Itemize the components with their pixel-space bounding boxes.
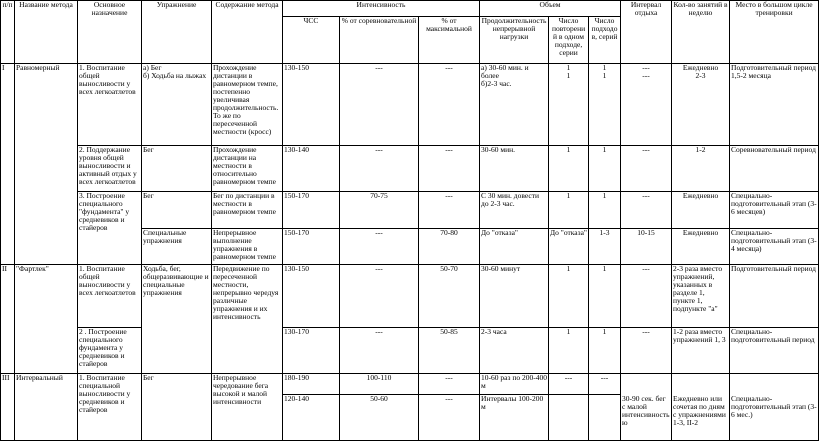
cell-rest [621, 395, 672, 441]
cell-hr [283, 64, 340, 146]
cell-duration [480, 265, 549, 328]
cell-sets-text: 1 1 [602, 63, 607, 80]
cell-reps [549, 64, 589, 146]
cell-sessions-text: Ежедневно [682, 191, 719, 200]
header-cycle-place [730, 1, 819, 64]
cell-duration [480, 64, 549, 146]
cell-num-text: II [2, 264, 7, 273]
cell-hr [283, 229, 340, 265]
cell-pct-comp-text: --- [375, 228, 383, 237]
cell-sets-text: 1 [602, 327, 607, 336]
header-pct-competition-text: % от соревновательной [341, 16, 417, 25]
cell-purpose [78, 328, 142, 374]
header-hr-text: ЧСС [303, 16, 319, 25]
cell-reps [549, 374, 589, 395]
cell-rest-text: 30-90 сек. бег с малой интенсивностью [622, 393, 670, 427]
cell-purpose-text: 3. Построение специального "фундамента" у средневиков и стайеров [79, 191, 130, 232]
cell-reps [549, 192, 589, 229]
cell-pct-comp-text: 100-110 [366, 373, 392, 382]
cell-pct-max [419, 328, 480, 374]
cell-duration [480, 374, 549, 395]
cell-pct-comp-text: --- [375, 264, 383, 273]
cell-exercise [142, 374, 212, 441]
cell-duration-text: а) 30-60 мин. и более б)2-3 час. [481, 63, 529, 88]
cell-sessions [672, 146, 730, 192]
cell-num [1, 265, 15, 374]
cell-rest-text: --- [642, 264, 650, 273]
table-row [1, 374, 819, 395]
cell-content [212, 265, 283, 374]
cell-pct-comp [340, 192, 419, 229]
cell-place [730, 374, 819, 395]
cell-sessions [672, 265, 730, 328]
cell-pct-max [419, 265, 480, 328]
cell-exercise-text: а) Бег б) Ходьба на лыжах [143, 63, 207, 80]
cell-rest-text: --- [642, 327, 650, 336]
header-volume [480, 1, 621, 17]
cell-exercise-text: Бег [143, 373, 154, 382]
cell-reps [549, 395, 589, 441]
cell-purpose [78, 64, 142, 146]
cell-place [730, 64, 819, 146]
cell-pct-max-text: --- [445, 63, 453, 72]
cell-purpose-text: 1. Воспитание общей выносливости у всех легкоатлетов [79, 63, 136, 96]
cell-pct-max [419, 374, 480, 395]
cell-method [15, 64, 78, 265]
cell-pct-comp [340, 265, 419, 328]
header-num-text: п/п [2, 0, 13, 9]
cell-reps [549, 328, 589, 374]
header-method-content [212, 1, 283, 64]
cell-pct-comp [340, 229, 419, 265]
cell-rest [621, 229, 672, 265]
header-cycle-place-text: Место в большом цикле тренировки [735, 0, 813, 17]
header-method-name [15, 1, 78, 64]
cell-content [212, 192, 283, 229]
cell-content [212, 64, 283, 146]
cell-exercise [142, 146, 212, 192]
cell-sets-text: --- [600, 373, 609, 382]
cell-duration-text: До "отказа" [481, 228, 518, 237]
cell-pct-comp [340, 374, 419, 395]
header-main-purpose-text: Основное назначение [91, 0, 128, 17]
cell-place [730, 192, 819, 229]
cell-sets-text: 1-3 [599, 228, 610, 237]
cell-reps-text: 1 [566, 191, 571, 200]
header-pct-max-text: % от максимальной [426, 16, 472, 33]
cell-rest-text: --- --- [642, 63, 650, 80]
cell-duration-text: 2-3 часа [481, 327, 507, 336]
cell-purpose [78, 374, 142, 441]
cell-place-text: Подготовительный период 1,5-2 месяца [731, 63, 816, 80]
cell-pct-max-text: 70-80 [440, 228, 458, 237]
cell-duration [480, 146, 549, 192]
cell-rest [621, 374, 672, 395]
cell-place-text: Специально-подготовительный этап (3-6 мес.) [731, 393, 817, 419]
cell-reps [549, 146, 589, 192]
cell-rest-text: --- [642, 191, 650, 200]
cell-pct-max-text: --- [445, 394, 453, 403]
cell-place [730, 265, 819, 328]
cell-pct-max-text: 50-70 [440, 264, 458, 273]
header-duration-text: Продолжительность непрерывной нагрузки [481, 16, 547, 41]
cell-place-text: Специально-подготовительный этап (3-4 месяца) [731, 228, 817, 253]
cell-content-text: Бег по дистанции в местности в равномерном темпе [213, 191, 277, 216]
cell-sessions-text: 1-2 [695, 145, 706, 154]
cell-exercise [142, 265, 212, 374]
cell-sessions [672, 374, 730, 395]
cell-rest-text: --- [642, 145, 650, 154]
cell-reps-text: До "отказа" [550, 228, 587, 237]
cell-pct-max [419, 64, 480, 146]
cell-pct-max-text: --- [445, 191, 453, 200]
cell-sets [589, 395, 621, 441]
cell-exercise [142, 192, 212, 229]
cell-hr [283, 395, 340, 441]
cell-rest [621, 328, 672, 374]
cell-pct-comp-text: --- [375, 327, 383, 336]
cell-duration [480, 192, 549, 229]
header-main-purpose [78, 1, 142, 64]
cell-reps-text: 1 [566, 264, 571, 273]
cell-sessions-text: Ежедневно [682, 228, 719, 237]
cell-rest [621, 192, 672, 229]
cell-num-text: I [2, 63, 5, 72]
cell-place [730, 146, 819, 192]
cell-content-text: Прохождение дистанции в равномерном темпе, постепенно увеличивая продолжительность. То же по пересеченной местности (кросс) [213, 63, 279, 136]
cell-sets [589, 64, 621, 146]
cell-purpose [78, 265, 142, 328]
cell-purpose-text: 1. Воспитание общей выносливости у всех легкоатлетов [79, 264, 136, 297]
cell-sessions-text: Ежедневно 2-3 [682, 63, 719, 80]
cell-pct-max [419, 146, 480, 192]
cell-sessions-text: 2-3 раза вместо упражнений, указанных в разделе 1, пункте 1, подпункте "а" [673, 264, 723, 313]
cell-pct-max-text: 50-85 [440, 327, 458, 336]
header-duration [480, 17, 549, 64]
cell-hr [283, 146, 340, 192]
cell-rest [621, 64, 672, 146]
cell-pct-max [419, 229, 480, 265]
cell-place [730, 395, 819, 441]
cell-place-text: Подготовительный период [731, 264, 816, 273]
cell-content-text: Передвижение по пересеченной местности, непрерывно чередуя различные упражнения и их интенсивность [213, 264, 279, 321]
cell-hr [283, 374, 340, 395]
cell-duration-text: С 30 мин. довести до 2-3 час. [481, 191, 540, 208]
cell-hr [283, 192, 340, 229]
cell-sessions [672, 328, 730, 374]
cell-sets [589, 374, 621, 395]
cell-sessions [672, 192, 730, 229]
header-sessions [672, 1, 730, 64]
cell-hr-text: 120-140 [284, 394, 309, 403]
header-rest-text: Интервал отдыха [630, 0, 662, 17]
cell-reps-text: --- [564, 373, 573, 382]
cell-purpose [78, 146, 142, 192]
table-row [1, 328, 819, 374]
header-reps [549, 17, 589, 64]
header-num [1, 1, 15, 64]
cell-content-text: Прохождение дистанции на местности в относительно равномерном темпе [213, 145, 277, 186]
table-row [1, 146, 819, 192]
header-rest [621, 1, 672, 64]
cell-reps-text: 1 [566, 145, 571, 154]
cell-sessions-text: 1-2 раза вместо упражнений 1, 3 [673, 327, 726, 344]
cell-exercise-text: Ходьба, бег, общеразвивающие и специальные упражнения [143, 264, 209, 297]
cell-pct-max-text: --- [445, 145, 453, 154]
cell-method-text: Интервальный [16, 373, 63, 382]
header-sets [589, 17, 621, 64]
cell-pct-comp [340, 146, 419, 192]
cell-reps [549, 229, 589, 265]
header-pct-max [419, 17, 480, 64]
header-volume-text: Объем [539, 0, 561, 9]
cell-pct-comp-text: --- [375, 145, 383, 154]
header-hr [283, 17, 340, 64]
cell-purpose-text: 2. Поддержание уровня общей выносливости и активный отдых у всех легкоатлетов [79, 145, 137, 186]
cell-exercise-text: Бег [143, 191, 154, 200]
cell-hr-text: 150-170 [284, 191, 309, 200]
cell-sets-text: 1 [602, 145, 607, 154]
cell-hr-text: 150-170 [284, 228, 309, 237]
cell-exercise-text: Специальные упражнения [143, 228, 187, 245]
cell-method-text: Равномерный [16, 63, 60, 72]
cell-sessions [672, 229, 730, 265]
cell-purpose [78, 192, 142, 265]
cell-content-text: Непрерывное выполнение упражнения в равномерном темпе [213, 228, 277, 261]
cell-sessions-text: Ежедневно или сочетая по дням с упражнениями 1-3, II-2 [673, 393, 726, 427]
cell-duration [480, 229, 549, 265]
cell-num [1, 374, 15, 441]
cell-pct-comp-text: 50-60 [370, 394, 388, 403]
cell-rest [621, 265, 672, 328]
cell-pct-comp [340, 395, 419, 441]
cell-sessions [672, 395, 730, 441]
cell-content-text: Непрерывное чередование бега высокой и малой интенсивности [213, 373, 269, 406]
cell-exercise [142, 229, 212, 265]
cell-place-text: Специально-подготовительный этап (3-6 месяцев) [731, 191, 817, 216]
cell-purpose-text: 2 . Построение специального фундамента у средневиков и стайеров [79, 327, 127, 368]
cell-reps-text: 1 1 [566, 63, 571, 80]
cell-hr-text: 130-150 [284, 63, 309, 72]
cell-purpose-text: 1. Воспитание специальной выносливости у средневиков и стайеров [79, 373, 131, 414]
cell-pct-comp-text: 70-75 [370, 191, 388, 200]
table-row [1, 265, 819, 328]
header-intensity [283, 1, 480, 17]
cell-exercise-text: Бег [143, 145, 154, 154]
cell-num-text: III [2, 373, 10, 382]
cell-rest [621, 146, 672, 192]
header-method-content-text: Содержание метода [215, 0, 279, 9]
cell-content [212, 229, 283, 265]
cell-pct-comp [340, 328, 419, 374]
cell-place [730, 229, 819, 265]
table-row [1, 192, 819, 229]
cell-place-text: Соревновательный период [731, 145, 816, 154]
header-sets-text: Число подходов, серий [591, 16, 618, 41]
cell-hr-text: 130-170 [284, 327, 309, 336]
cell-sets [589, 229, 621, 265]
cell-hr [283, 328, 340, 374]
cell-content [212, 374, 283, 441]
cell-pct-comp-text: --- [375, 63, 383, 72]
cell-exercise [142, 64, 212, 146]
header-reps-text: Число повторений в одном подходе, серии [551, 16, 586, 57]
cell-pct-max [419, 192, 480, 229]
cell-duration-text: Интервалы 100-200 м [481, 394, 544, 411]
header-pct-competition [340, 17, 419, 64]
cell-pct-comp [340, 64, 419, 146]
cell-duration [480, 328, 549, 374]
cell-place [730, 328, 819, 374]
cell-sets [589, 328, 621, 374]
cell-num [1, 64, 15, 265]
cell-place-text: Специально-подготовительный период [731, 327, 815, 344]
header-method-name-text: Название метода [19, 0, 73, 9]
cell-method-text: "Фартлек" [16, 264, 49, 273]
cell-sets [589, 265, 621, 328]
cell-content [212, 146, 283, 192]
cell-pct-max-text: --- [445, 373, 453, 382]
cell-sets [589, 192, 621, 229]
cell-reps [549, 265, 589, 328]
header-sessions-text: Кол-во занятий в неделю [673, 0, 728, 17]
cell-sets [589, 146, 621, 192]
cell-duration-text: 10-60 раз по 200-400 м [481, 373, 547, 390]
cell-duration-text: 30-60 мин. [481, 145, 516, 154]
cell-method [15, 265, 78, 374]
header-exercise-text: Упражнение [156, 0, 197, 9]
cell-hr [283, 265, 340, 328]
cell-sessions [672, 64, 730, 146]
header-exercise [142, 1, 212, 64]
cell-pct-max [419, 395, 480, 441]
cell-rest-text: 10-15 [637, 228, 655, 237]
header-intensity-text: Интенсивность [356, 0, 406, 9]
cell-duration [480, 395, 549, 441]
cell-hr-text: 130-150 [284, 264, 309, 273]
cell-sets-text: 1 [602, 264, 607, 273]
table-row [1, 64, 819, 146]
cell-method [15, 374, 78, 441]
cell-duration-text: 30-60 минут [481, 264, 521, 273]
cell-sets-text: 1 [602, 191, 607, 200]
cell-hr-text: 180-190 [284, 373, 309, 382]
cell-reps-text: 1 [566, 327, 571, 336]
cell-hr-text: 130-140 [284, 145, 309, 154]
